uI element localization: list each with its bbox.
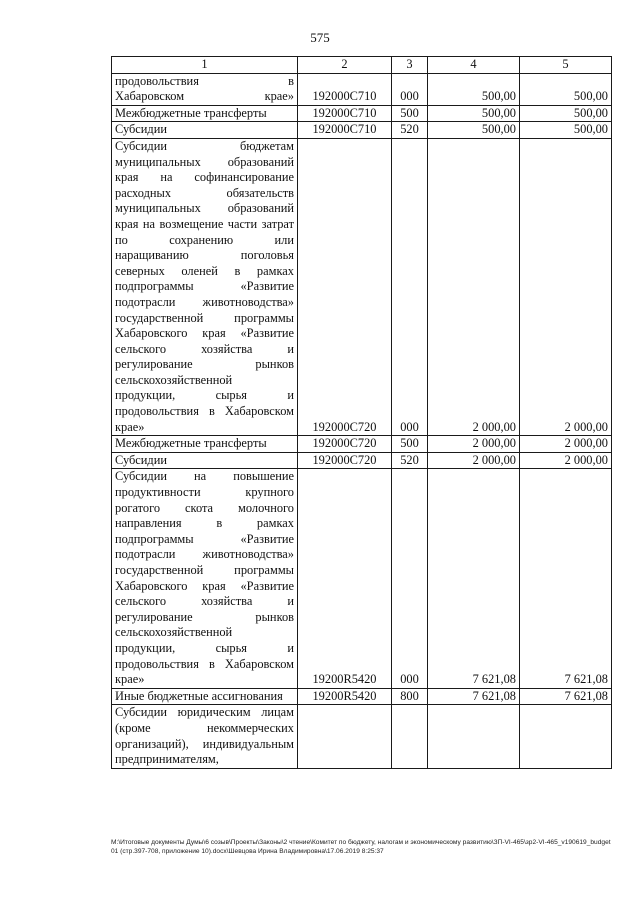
row-code: 192000С710 bbox=[298, 122, 392, 139]
row-value-5: 500,00 bbox=[520, 73, 612, 105]
row-name: Субсидии на повышение продуктивности крупного рогатого скота молочного направления в рамках подпрограммы «Развитие подотрасли животноводства» государственной программы Хабаровского края «Развитие сельского хозяйства и регулирование рынков сельскохозяйственной продукции, сырья и продовольствия в Хабаровском крае» bbox=[112, 469, 298, 688]
row-type: 500 bbox=[392, 105, 428, 122]
row-value-5: 500,00 bbox=[520, 122, 612, 139]
row-value-5 bbox=[520, 705, 612, 768]
row-type bbox=[392, 705, 428, 768]
row-value-5: 2 000,00 bbox=[520, 138, 612, 435]
row-value-4: 7 621,08 bbox=[428, 688, 520, 705]
row-name: Иные бюджетные ассигнования bbox=[112, 688, 298, 705]
row-code bbox=[298, 705, 392, 768]
row-type: 000 bbox=[392, 73, 428, 105]
budget-table bbox=[111, 56, 612, 769]
table-row bbox=[112, 452, 612, 469]
row-name: Субсидии юридическим лицам (кроме некоммерческих организаций), индивидуальным предпринимателям, bbox=[112, 705, 298, 768]
row-value-5: 500,00 bbox=[520, 105, 612, 122]
row-name: продовольствия в Хабаровском крае» bbox=[112, 73, 298, 105]
row-code: 192000С710 bbox=[298, 73, 392, 105]
row-code: 19200R5420 bbox=[298, 688, 392, 705]
document-path-footer: M:\Итоговые документы Думы\6 созыв\Проекты\Законы\2 чтение\Комитет по бюджету, налогам и экономическому развитию\ЗП-VI-465\зр2-VI-465_v190619_budget01 (стр.397-708, приложение 10).docx\Шевцова Ирина Владимировна\17.06.2019 8:25:37 bbox=[111, 839, 611, 855]
table-row bbox=[112, 469, 612, 688]
table-row bbox=[112, 138, 612, 435]
header-cell: 1 bbox=[112, 57, 298, 74]
row-name: Межбюджетные трансферты bbox=[112, 105, 298, 122]
table-row bbox=[112, 105, 612, 122]
header-cell: 3 bbox=[392, 57, 428, 74]
row-name: Межбюджетные трансферты bbox=[112, 436, 298, 453]
row-type: 000 bbox=[392, 469, 428, 688]
row-type: 520 bbox=[392, 452, 428, 469]
row-value-4: 7 621,08 bbox=[428, 469, 520, 688]
row-value-5: 2 000,00 bbox=[520, 452, 612, 469]
row-code: 19200R5420 bbox=[298, 469, 392, 688]
row-name: Субсидии бюджетам муниципальных образований края на софинансирование расходных обязательств муниципальных образований края на возмещение части затрат по сохранению или наращиванию поголовья северных оленей в рамках подпрограммы «Развитие подотрасли животноводства» государственной программы Хабаровского края «Развитие сельского хозяйства и регулирование рынков сельскохозяйственной продукции, сырья и продовольствия в Хабаровском крае» bbox=[112, 138, 298, 435]
row-value-4 bbox=[428, 705, 520, 768]
row-code: 192000С720 bbox=[298, 452, 392, 469]
table-row bbox=[112, 705, 612, 768]
row-type: 520 bbox=[392, 122, 428, 139]
row-type: 800 bbox=[392, 688, 428, 705]
row-value-4: 2 000,00 bbox=[428, 452, 520, 469]
page-number: 575 bbox=[310, 30, 330, 45]
row-value-5: 7 621,08 bbox=[520, 688, 612, 705]
row-code: 192000С720 bbox=[298, 436, 392, 453]
header-cell: 4 bbox=[428, 57, 520, 74]
row-code: 192000С720 bbox=[298, 138, 392, 435]
header-cell: 5 bbox=[520, 57, 612, 74]
table-row bbox=[112, 436, 612, 453]
table-row bbox=[112, 688, 612, 705]
row-value-4: 2 000,00 bbox=[428, 436, 520, 453]
row-value-4: 500,00 bbox=[428, 73, 520, 105]
row-type: 500 bbox=[392, 436, 428, 453]
row-value-5: 2 000,00 bbox=[520, 436, 612, 453]
row-value-5: 7 621,08 bbox=[520, 469, 612, 688]
row-name: Субсидии bbox=[112, 122, 298, 139]
table-header-row bbox=[112, 57, 612, 74]
row-type: 000 bbox=[392, 138, 428, 435]
table-row bbox=[112, 73, 612, 105]
row-value-4: 500,00 bbox=[428, 105, 520, 122]
row-name: Субсидии bbox=[112, 452, 298, 469]
table-row bbox=[112, 122, 612, 139]
row-value-4: 500,00 bbox=[428, 122, 520, 139]
row-value-4: 2 000,00 bbox=[428, 138, 520, 435]
row-code: 192000С710 bbox=[298, 105, 392, 122]
header-cell: 2 bbox=[298, 57, 392, 74]
